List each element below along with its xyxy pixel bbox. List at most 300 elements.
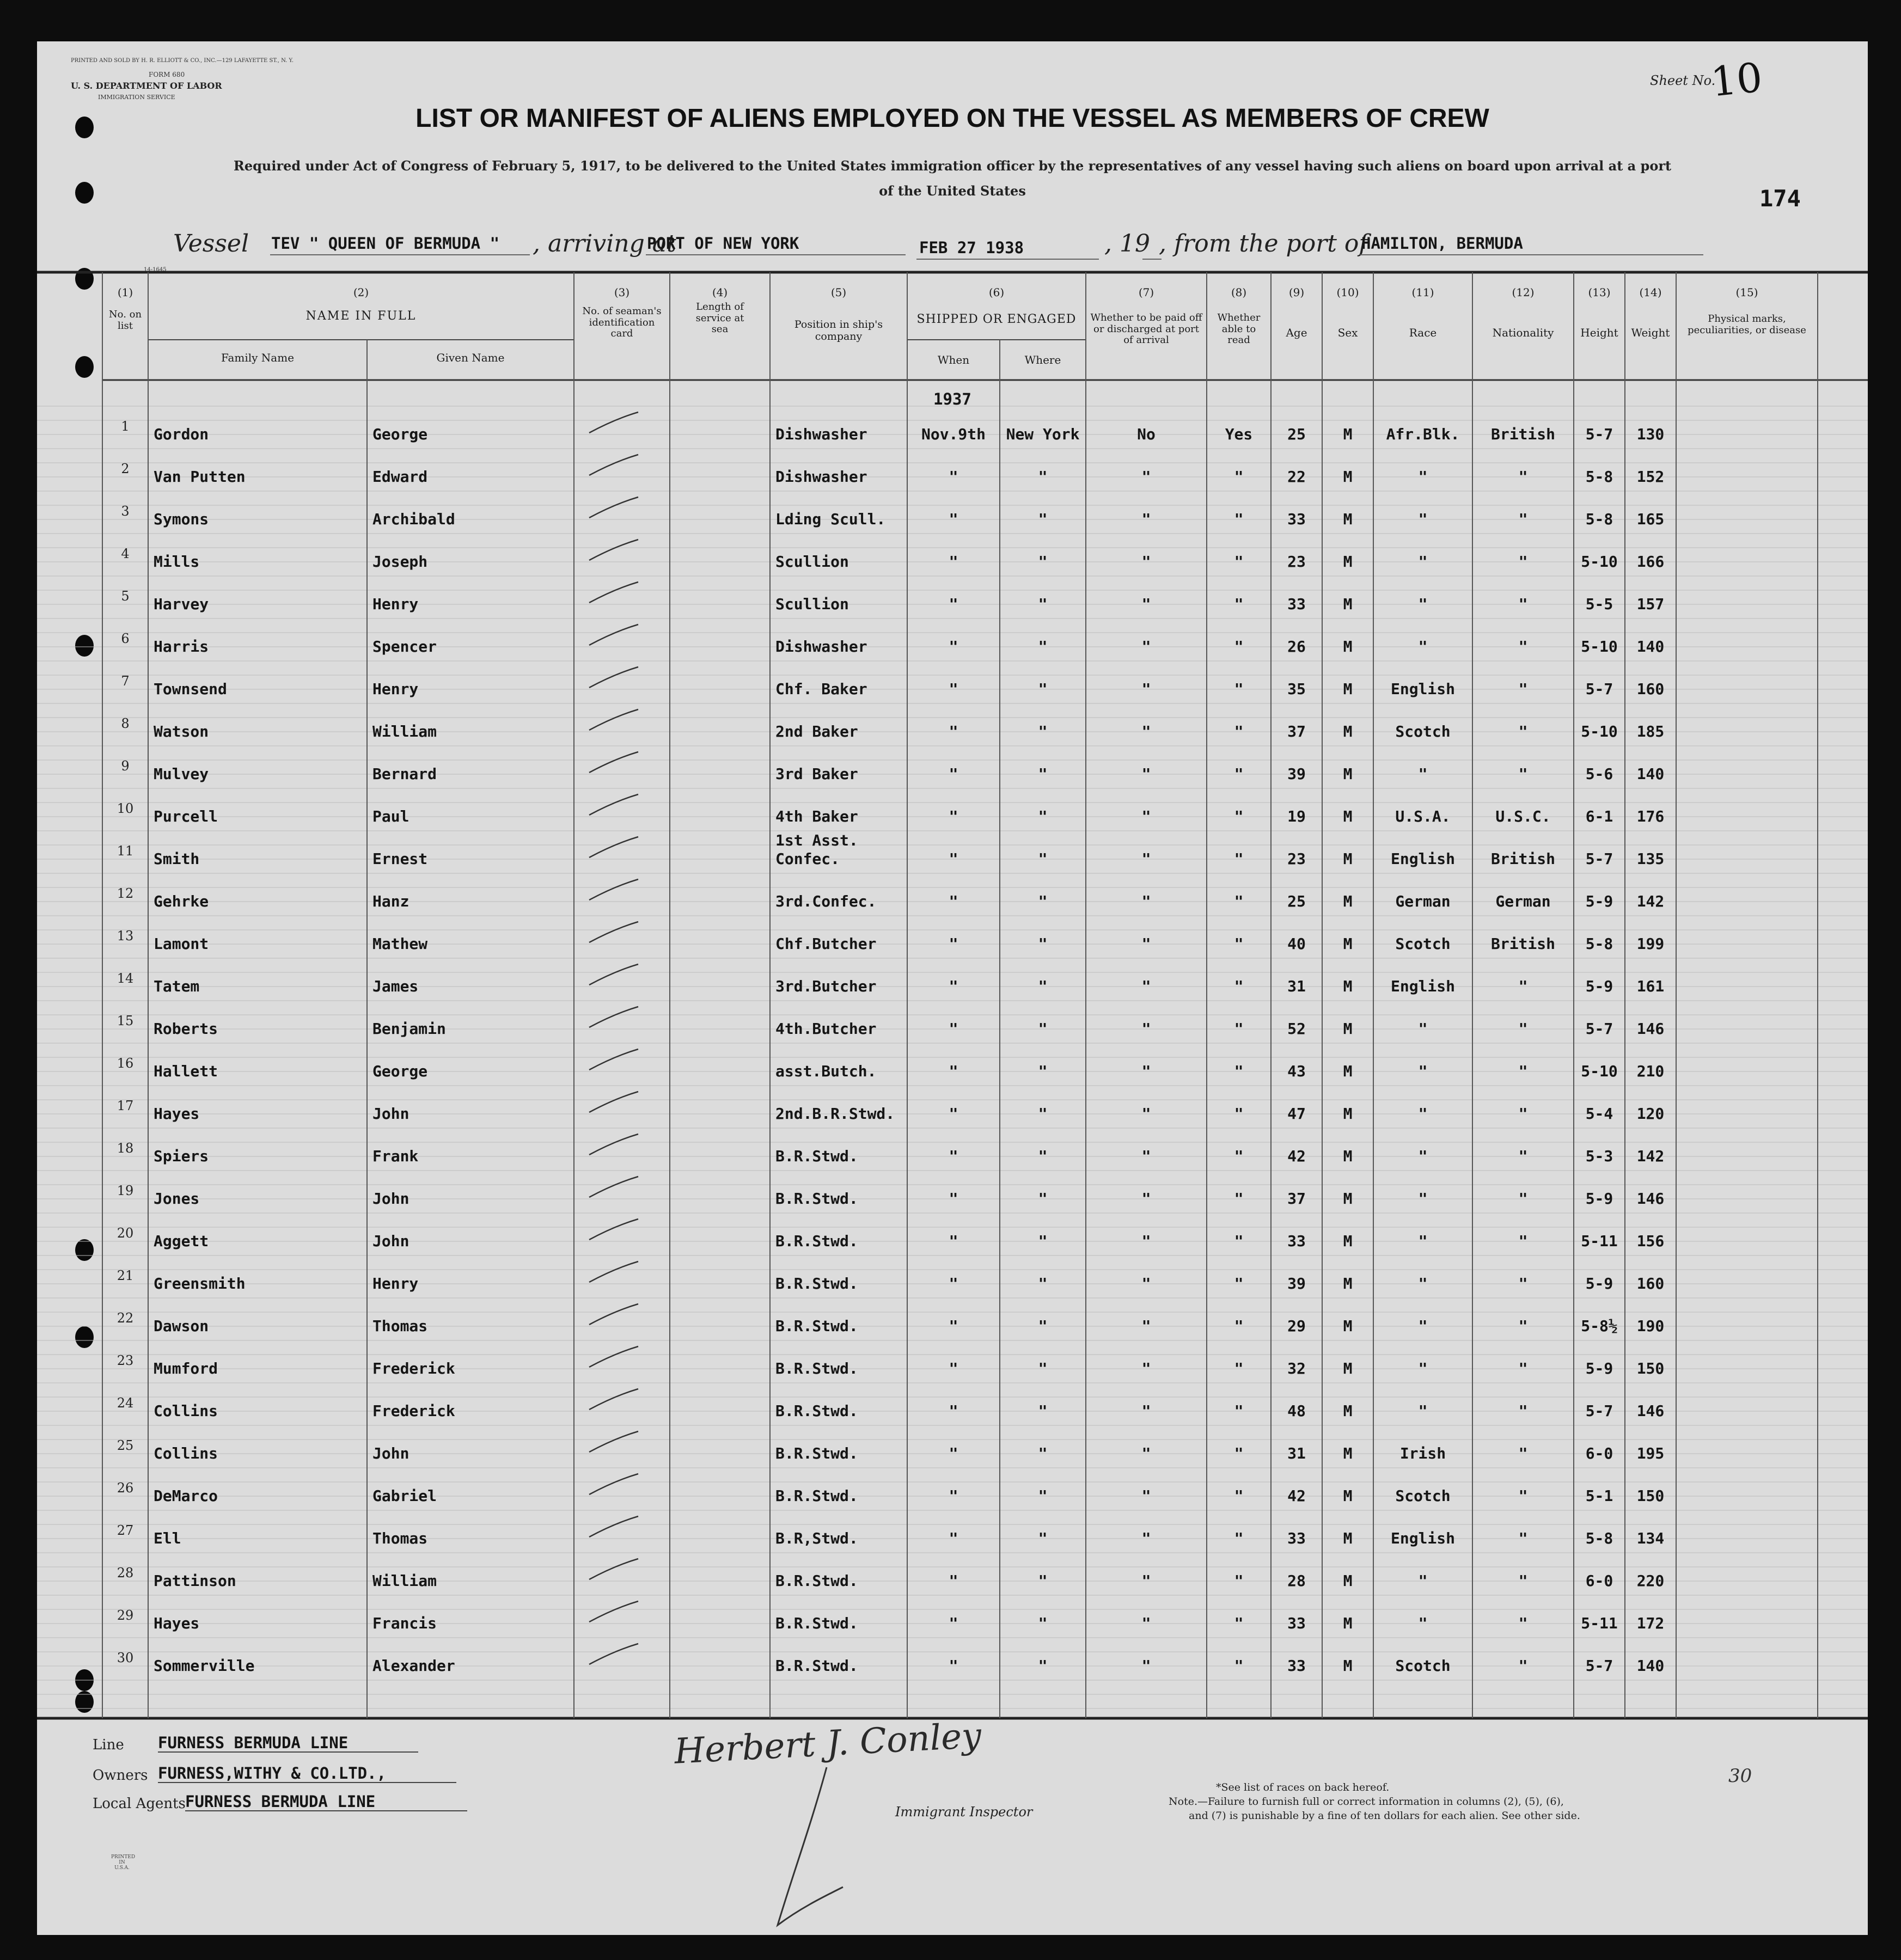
cell-where: " (1038, 1572, 1048, 1590)
check-mark (587, 1471, 641, 1498)
cell-age: 26 (1287, 638, 1306, 656)
cell-family: Harris (154, 638, 209, 656)
line-label: Line (93, 1737, 124, 1753)
check-mark (587, 1555, 641, 1583)
cell-weight: 130 (1636, 425, 1665, 443)
cell-position: asst.Butch. (775, 1062, 877, 1080)
cell-read: " (1234, 1402, 1244, 1420)
cell-age: 33 (1287, 1232, 1306, 1250)
check-mark (587, 1003, 641, 1031)
cell-weight: 146 (1636, 1402, 1665, 1420)
cell-when: " (949, 892, 958, 910)
cell-height: 5-9 (1585, 1190, 1613, 1208)
subtitle-line1: Required under Act of Congress of February 5, 1917, to be delivered to the United States immigration officer by the representatives of any vessel having such aliens on board upon arrival at a port (233, 158, 1672, 174)
vessel-name: TEV " QUEEN OF BERMUDA " (271, 234, 500, 253)
cell-where: " (1038, 935, 1048, 953)
cell-weight: 161 (1636, 977, 1665, 995)
check-mark (587, 621, 641, 648)
cell-age: 32 (1287, 1359, 1306, 1377)
cell-weight: 142 (1636, 892, 1665, 910)
check-mark (587, 494, 641, 521)
service: IMMIGRATION SERVICE (98, 94, 175, 101)
penalty-note-line2: and (7) is punishable by a fine of ten dollars for each alien. See other side. (1189, 1810, 1580, 1822)
cell-race: Afr.Blk. (1386, 425, 1460, 443)
row-number: 17 (117, 1098, 134, 1113)
cell-family: Purcell (154, 807, 218, 825)
col8-header: Whether able to read (1217, 312, 1261, 346)
cell-read: " (1234, 1147, 1244, 1165)
cell-height: 6-0 (1585, 1444, 1613, 1462)
cell-read: " (1234, 680, 1244, 698)
cell-given: Edward (372, 468, 428, 486)
owners-value: FURNESS,WITHY & CO.LTD., (158, 1764, 387, 1783)
cell-weight: 172 (1636, 1614, 1665, 1632)
agents-label: Local Agents (93, 1796, 186, 1812)
cell-sex: M (1343, 1529, 1353, 1547)
cell-sex: M (1343, 1105, 1353, 1123)
col2-number: (2) (353, 286, 369, 299)
cell-read: Yes (1225, 425, 1253, 443)
cell-nationality: " (1518, 1614, 1528, 1632)
cell-age: 42 (1287, 1147, 1306, 1165)
cell-given: Frederick (372, 1402, 455, 1420)
cell-sex: M (1343, 722, 1353, 740)
row-number: 12 (117, 886, 134, 901)
cell-read: " (1234, 595, 1244, 613)
cell-family: Collins (154, 1444, 218, 1462)
cell-height: 5-5 (1585, 595, 1613, 613)
cell-nationality: " (1518, 765, 1528, 783)
col5-header: Position in ship's company (794, 318, 883, 342)
cell-where: " (1038, 1020, 1048, 1038)
cell-given: William (372, 1572, 437, 1590)
cell-position: B.R.Stwd. (775, 1359, 858, 1377)
cell-race: " (1418, 1402, 1428, 1420)
cell-race: " (1418, 1275, 1428, 1293)
cell-nationality: " (1518, 510, 1528, 528)
cell-position: 3rd Baker (775, 765, 858, 783)
cell-family: DeMarco (154, 1487, 218, 1505)
form-code: 14-1645 (144, 267, 167, 273)
cell-race: German (1395, 892, 1451, 910)
cell-read: " (1234, 807, 1244, 825)
col6-number: (6) (988, 286, 1005, 299)
cell-age: 29 (1287, 1317, 1306, 1335)
cell-nationality: " (1518, 1359, 1528, 1377)
cell-where: " (1038, 892, 1048, 910)
check-mark (587, 834, 641, 861)
cell-height: 5-10 (1581, 1062, 1618, 1080)
cell-given: Thomas (372, 1317, 428, 1335)
cell-given: John (372, 1190, 409, 1208)
cell-age: 23 (1287, 553, 1306, 571)
cell-family: Watson (154, 722, 209, 740)
cell-paid: " (1141, 1529, 1151, 1547)
from-port-label: , from the port of (1159, 230, 1368, 258)
cell-read: " (1234, 977, 1244, 995)
row-number: 24 (117, 1395, 134, 1411)
cell-position: 3rd.Confec. (775, 892, 877, 910)
cell-family: Townsend (154, 680, 227, 698)
cell-age: 25 (1287, 892, 1306, 910)
cell-race: " (1418, 638, 1428, 656)
cell-family: Collins (154, 1402, 218, 1420)
cell-where: " (1038, 1657, 1048, 1675)
cell-read: " (1234, 935, 1244, 953)
cell-family: Dawson (154, 1317, 209, 1335)
cell-nationality: U.S.C. (1495, 807, 1551, 825)
cell-when: " (949, 722, 958, 740)
signature-flourish (761, 1762, 854, 1935)
cell-weight: 195 (1636, 1444, 1665, 1462)
cell-nationality: " (1518, 1147, 1528, 1165)
cell-height: 5-9 (1585, 892, 1613, 910)
cell-nationality: " (1518, 1529, 1528, 1547)
cell-height: 5-7 (1585, 1020, 1613, 1038)
cell-weight: 156 (1636, 1232, 1665, 1250)
cell-position: 4th.Butcher (775, 1020, 877, 1038)
cell-family: Mills (154, 553, 200, 571)
cell-age: 23 (1287, 850, 1306, 868)
cell-sex: M (1343, 680, 1353, 698)
cell-age: 35 (1287, 680, 1306, 698)
check-mark (587, 1216, 641, 1243)
cell-paid: " (1141, 850, 1151, 868)
cell-when: " (949, 1359, 958, 1377)
col1-number: (1) (117, 286, 133, 299)
cell-height: 5-7 (1585, 1657, 1613, 1675)
cell-sex: M (1343, 1020, 1353, 1038)
cell-nationality: " (1518, 595, 1528, 613)
cell-sex: M (1343, 1232, 1353, 1250)
cell-nationality: " (1518, 1487, 1528, 1505)
cell-read: " (1234, 892, 1244, 910)
cell-age: 19 (1287, 807, 1306, 825)
cell-where: New York (1006, 425, 1080, 443)
cell-weight: 160 (1636, 1275, 1665, 1293)
cell-height: 5-10 (1581, 638, 1618, 656)
cell-nationality: British (1490, 850, 1555, 868)
cell-height: 5-7 (1585, 680, 1613, 698)
row-number: 21 (117, 1268, 134, 1283)
check-mark (587, 1386, 641, 1413)
cell-weight: 210 (1636, 1062, 1665, 1080)
check-mark (587, 1046, 641, 1073)
cell-when: " (949, 1232, 958, 1250)
cell-where: " (1038, 680, 1048, 698)
cell-weight: 134 (1636, 1529, 1665, 1547)
cell-given: James (372, 977, 419, 995)
check-mark (587, 961, 641, 988)
cell-weight: 120 (1636, 1105, 1665, 1123)
col14-number: (14) (1639, 286, 1662, 299)
cell-given: Henry (372, 680, 419, 698)
cell-paid: " (1141, 1275, 1151, 1293)
year-label: , 19 (1104, 230, 1150, 258)
cell-height: 5-7 (1585, 1402, 1613, 1420)
where-header: Where (1024, 353, 1061, 366)
given-name-header: Given Name (436, 351, 505, 364)
cell-family: Gordon (154, 425, 209, 443)
cell-age: 31 (1287, 1444, 1306, 1462)
cell-race: " (1418, 1232, 1428, 1250)
row-number: 18 (117, 1141, 134, 1156)
cell-when: " (949, 1147, 958, 1165)
cell-paid: " (1141, 1317, 1151, 1335)
cell-family: Smith (154, 850, 200, 868)
printed-mark: PRINTED IN U.S.A. (111, 1854, 136, 1871)
cell-family: Hayes (154, 1614, 200, 1632)
cell-when: " (949, 510, 958, 528)
cell-given: John (372, 1444, 409, 1462)
family-name-header: Family Name (221, 351, 295, 364)
department: U. S. DEPARTMENT OF LABOR (71, 81, 222, 91)
check-mark (587, 749, 641, 776)
cell-height: 5-11 (1581, 1232, 1618, 1250)
cell-given: Henry (372, 1275, 419, 1293)
row-number: 7 (121, 673, 130, 689)
cell-position: 2nd Baker (775, 722, 858, 740)
col12-number: (12) (1512, 286, 1535, 299)
cell-age: 48 (1287, 1402, 1306, 1420)
when-header: When (937, 353, 970, 366)
check-mark (587, 409, 641, 436)
cell-position: B.R.Stwd. (775, 1572, 858, 1590)
cell-where: " (1038, 765, 1048, 783)
cell-age: 39 (1287, 1275, 1306, 1293)
cell-height: 5-8½ (1581, 1317, 1618, 1335)
col5-number: (5) (830, 286, 847, 299)
cell-height: 5-11 (1581, 1614, 1618, 1632)
check-mark (587, 1343, 641, 1370)
cell-where: " (1038, 1062, 1048, 1080)
cell-race: " (1418, 595, 1428, 613)
cell-read: " (1234, 1020, 1244, 1038)
row-number: 5 (121, 589, 130, 604)
cell-weight: 160 (1636, 680, 1665, 698)
cell-paid: " (1141, 1020, 1151, 1038)
cell-sex: M (1343, 1444, 1353, 1462)
cell-family: Mulvey (154, 765, 209, 783)
penalty-note-line1: Note.—Failure to furnish full or correct information in columns (2), (5), (6), (1169, 1796, 1564, 1808)
cell-height: 5-10 (1581, 722, 1618, 740)
col3-header: No. of seaman's identification card (582, 305, 662, 340)
cell-nationality: " (1518, 1232, 1528, 1250)
cell-given: George (372, 425, 428, 443)
cell-paid: " (1141, 638, 1151, 656)
cell-age: 37 (1287, 722, 1306, 740)
cell-position: B.R.Stwd. (775, 1232, 858, 1250)
col13-header: Height (1580, 326, 1618, 339)
cell-weight: 165 (1636, 510, 1665, 528)
cell-race: " (1418, 1572, 1428, 1590)
cell-family: Hallett (154, 1062, 218, 1080)
check-mark (587, 791, 641, 818)
cell-nationality: " (1518, 1572, 1528, 1590)
cell-position: Dishwasher (775, 425, 867, 443)
cell-given: John (372, 1105, 409, 1123)
sheet-number: 10 (1708, 54, 1765, 106)
cell-nationality: German (1495, 892, 1551, 910)
cell-race: Scotch (1395, 1657, 1451, 1675)
cell-position: Scullion (775, 595, 849, 613)
cell-race: " (1418, 1190, 1428, 1208)
cell-given: Archibald (372, 510, 455, 528)
cell-given: Alexander (372, 1657, 455, 1675)
cell-nationality: " (1518, 680, 1528, 698)
cell-position: Scullion (775, 553, 849, 571)
cell-paid: " (1141, 1147, 1151, 1165)
cell-weight: 176 (1636, 807, 1665, 825)
cell-when: " (949, 1402, 958, 1420)
cell-height: 5-10 (1581, 553, 1618, 571)
cell-where: " (1038, 1614, 1048, 1632)
cell-paid: " (1141, 468, 1151, 486)
cell-where: " (1038, 1232, 1048, 1250)
cell-height: 5-7 (1585, 850, 1613, 868)
cell-paid: " (1141, 595, 1151, 613)
cell-paid: " (1141, 1487, 1151, 1505)
vessel-label: Vessel (173, 230, 249, 258)
cell-given: Gabriel (372, 1487, 437, 1505)
row-number: 2 (121, 461, 130, 476)
cell-given: Joseph (372, 553, 428, 571)
cell-nationality: " (1518, 1275, 1528, 1293)
cell-nationality: " (1518, 722, 1528, 740)
cell-position: B.R.Stwd. (775, 1190, 858, 1208)
cell-when: " (949, 1190, 958, 1208)
cell-given: Frank (372, 1147, 419, 1165)
check-mark (587, 1173, 641, 1200)
cell-age: 52 (1287, 1020, 1306, 1038)
cell-paid: " (1141, 892, 1151, 910)
cell-read: " (1234, 1062, 1244, 1080)
check-mark (587, 1258, 641, 1285)
row-number: 20 (117, 1226, 134, 1241)
cell-where: " (1038, 1275, 1048, 1293)
row-number: 23 (117, 1353, 134, 1368)
cell-sex: M (1343, 1275, 1353, 1293)
cell-family: Hayes (154, 1105, 200, 1123)
cell-weight: 185 (1636, 722, 1665, 740)
cell-height: 5-3 (1585, 1147, 1613, 1165)
cell-sex: M (1343, 468, 1353, 486)
cell-sex: M (1343, 1062, 1353, 1080)
cell-family: Roberts (154, 1020, 218, 1038)
count-note: 30 (1728, 1765, 1752, 1787)
cell-when: " (949, 1444, 958, 1462)
cell-when: " (949, 1572, 958, 1590)
cell-paid: " (1141, 1402, 1151, 1420)
cell-given: Mathew (372, 935, 428, 953)
cell-sex: M (1343, 935, 1353, 953)
cell-height: 5-9 (1585, 1359, 1613, 1377)
col4-number: (4) (712, 286, 728, 299)
cell-nationality: " (1518, 1657, 1528, 1675)
row-number: 10 (117, 801, 134, 816)
col6-header: SHIPPED OR ENGAGED (916, 313, 1077, 326)
cell-paid: " (1141, 1614, 1151, 1632)
check-mark (587, 1301, 641, 1328)
cell-race: " (1418, 553, 1428, 571)
cell-nationality: " (1518, 1020, 1528, 1038)
cell-weight: 146 (1636, 1020, 1665, 1038)
cell-nationality: " (1518, 977, 1528, 995)
cell-age: 40 (1287, 935, 1306, 953)
cell-nationality: British (1490, 425, 1555, 443)
cell-race: " (1418, 1359, 1428, 1377)
cell-read: " (1234, 722, 1244, 740)
form-number: FORM 680 (149, 71, 185, 78)
cell-read: " (1234, 1529, 1244, 1547)
check-mark (587, 1640, 641, 1668)
col11-number: (11) (1411, 286, 1434, 299)
row-number: 16 (117, 1056, 134, 1071)
check-mark (587, 536, 641, 564)
cell-sex: M (1343, 977, 1353, 995)
col7-header: Whether to be paid off or discharged at port of arrival (1090, 312, 1202, 346)
cell-where: " (1038, 1105, 1048, 1123)
cell-nationality: " (1518, 1317, 1528, 1335)
cell-where: " (1038, 1190, 1048, 1208)
cell-family: Spiers (154, 1147, 209, 1165)
cell-position: Dishwasher (775, 638, 867, 656)
cell-position: B.R.Stwd. (775, 1657, 858, 1675)
row-number: 4 (121, 546, 130, 561)
row-number: 3 (121, 504, 130, 519)
cell-read: " (1234, 1657, 1244, 1675)
cell-sex: M (1343, 1147, 1353, 1165)
cell-family: Greensmith (154, 1275, 246, 1293)
cell-sex: M (1343, 1402, 1353, 1420)
row-number: 25 (117, 1438, 134, 1453)
cell-where: " (1038, 977, 1048, 995)
cell-when: " (949, 765, 958, 783)
row-number: 15 (117, 1013, 134, 1028)
cell-weight: 152 (1636, 468, 1665, 486)
cell-weight: 135 (1636, 850, 1665, 868)
col13-number: (13) (1588, 286, 1611, 299)
cell-when: " (949, 468, 958, 486)
cell-weight: 146 (1636, 1190, 1665, 1208)
cell-paid: " (1141, 977, 1151, 995)
col10-number: (10) (1336, 286, 1359, 299)
cell-given: Spencer (372, 638, 437, 656)
cell-given: Benjamin (372, 1020, 446, 1038)
row-number: 13 (117, 928, 134, 944)
cell-race: " (1418, 1614, 1428, 1632)
cell-read: " (1234, 1572, 1244, 1590)
cell-position: 2nd.B.R.Stwd. (775, 1105, 895, 1123)
cell-paid: " (1141, 1359, 1151, 1377)
check-mark (587, 664, 641, 691)
check-mark (587, 1428, 641, 1455)
cell-where: " (1038, 1147, 1048, 1165)
cell-weight: 140 (1636, 765, 1665, 783)
row-number: 11 (117, 843, 134, 859)
cell-nationality: " (1518, 1105, 1528, 1123)
cell-sex: M (1343, 553, 1353, 571)
cell-sex: M (1343, 1614, 1353, 1632)
cell-where: " (1038, 1529, 1048, 1547)
cell-read: " (1234, 1232, 1244, 1250)
cell-given: Hanz (372, 892, 409, 910)
cell-read: " (1234, 1190, 1244, 1208)
row-number: 14 (117, 971, 134, 986)
cell-paid: No (1137, 425, 1156, 443)
cell-height: 5-4 (1585, 1105, 1613, 1123)
cell-paid: " (1141, 1105, 1151, 1123)
